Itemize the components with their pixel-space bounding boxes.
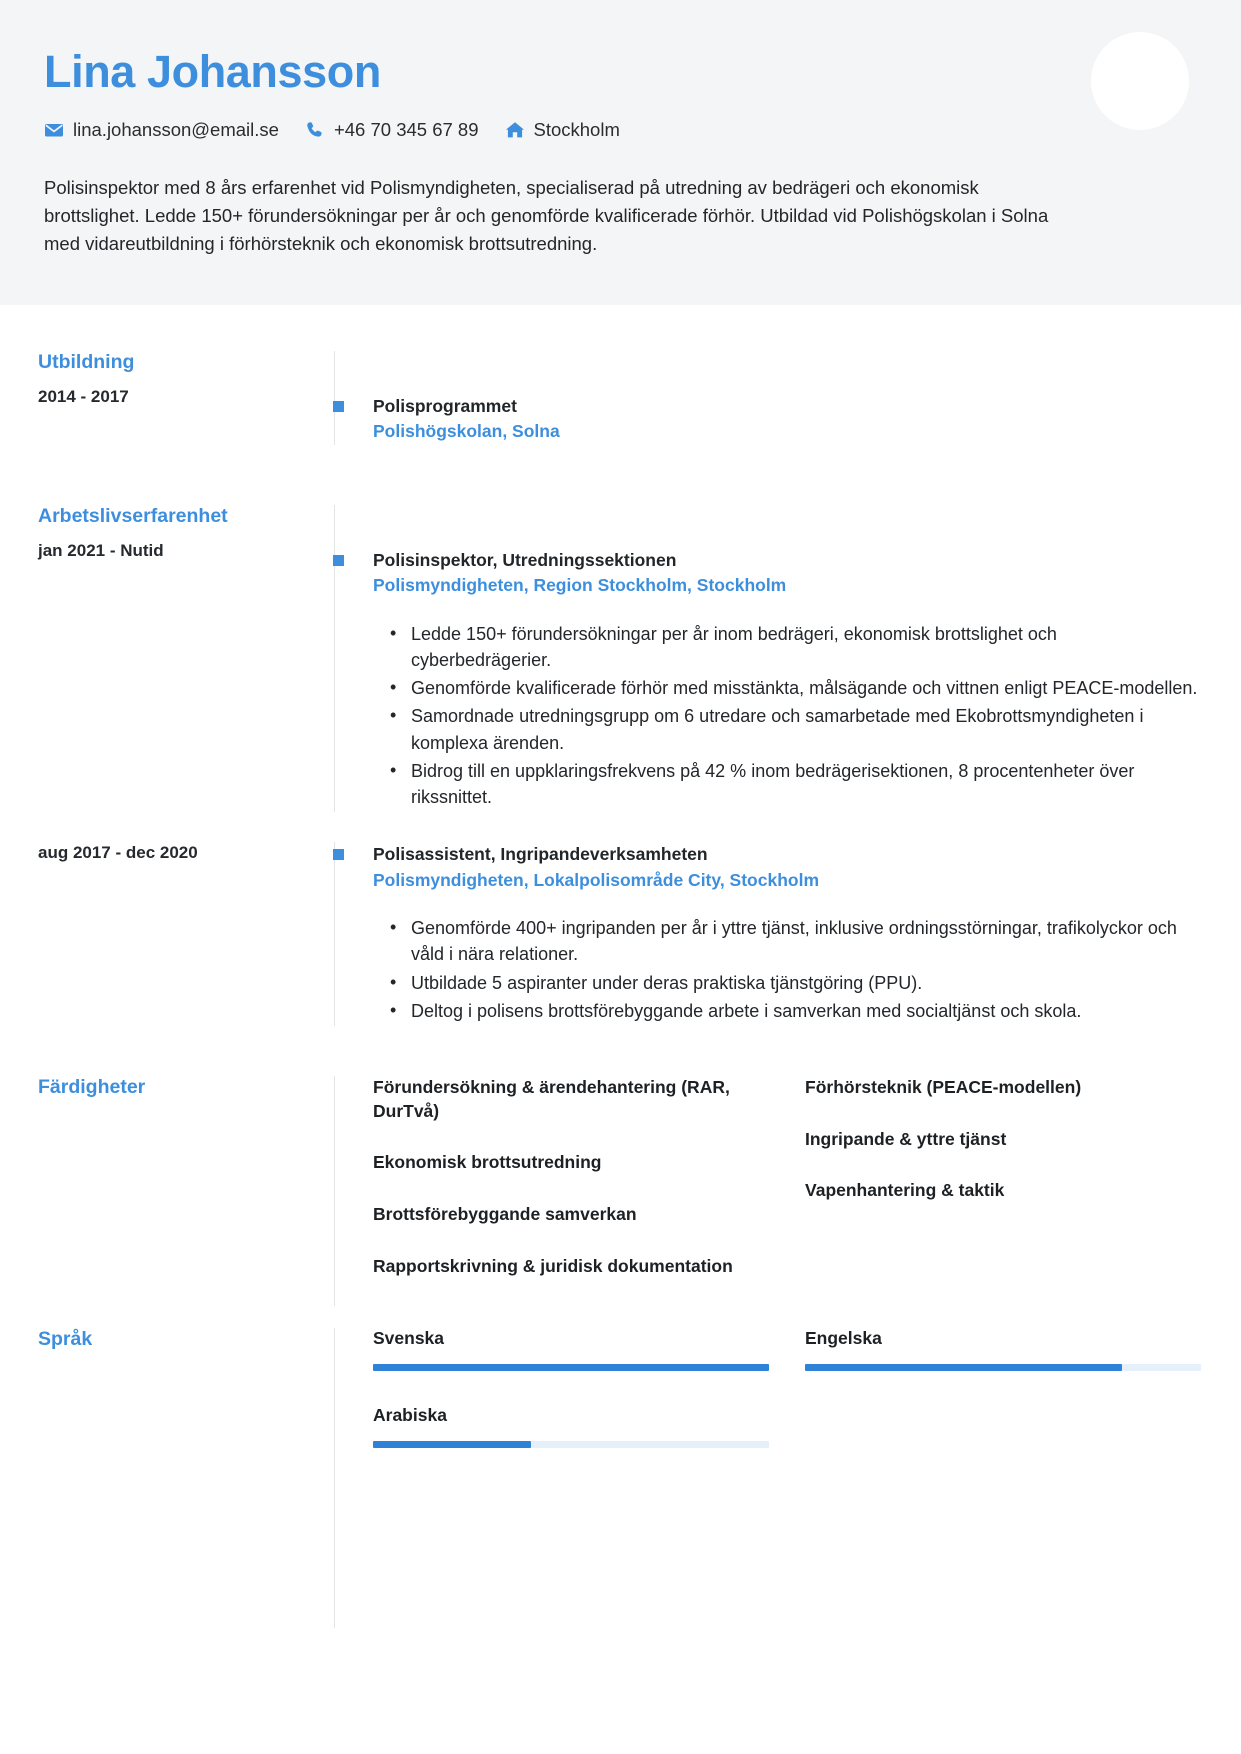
- experience-org-1: Polismyndigheten, Lokalpolisområde City, Stockholm: [373, 869, 820, 890]
- experience-org-0: Polismyndigheten, Region Stockholm, Stockholm: [373, 575, 787, 596]
- timeline-square-icon: [333, 555, 344, 566]
- skill-item: Ekonomisk brottsutredning: [373, 1152, 602, 1173]
- experience-entry-1: [373, 842, 1201, 1024]
- languages-left: [0, 1328, 335, 1628]
- education-left: [0, 351, 335, 445]
- contact-email-text: lina.johansson@email.se: [73, 118, 279, 140]
- section-title-education: Utbildning: [38, 351, 135, 373]
- timeline-square-icon: [333, 401, 344, 412]
- skills-section: [0, 1026, 1241, 1306]
- language-level-fill: [373, 1364, 769, 1371]
- experience-right-1: [335, 842, 1241, 1026]
- experience-title-0: Polisinspektor, Utredningssektionen: [373, 549, 677, 570]
- language-level-fill: [805, 1364, 1122, 1371]
- contact-row: [44, 120, 1197, 140]
- list-item: • Bidrog till en uppklaringsfrekvens på 42 % inom bedrägerisektionen, 8 procentenheter över rikssnittet.: [407, 758, 1201, 811]
- experience-right-0: [335, 505, 1241, 813]
- language-name: Engelska: [805, 1328, 882, 1349]
- skill-item: Rapportskrivning & juridisk dokumentation: [373, 1255, 733, 1276]
- experience-entry-0: [373, 548, 1201, 811]
- language-level-track: [805, 1364, 1201, 1371]
- list-item: • Utbildade 5 aspiranter under deras praktiska tjänstgöring (PPU).: [407, 970, 1201, 996]
- education-org: Polishögskolan, Solna: [373, 421, 560, 442]
- skill-item: Förhörsteknik (PEACE-modellen): [805, 1077, 1082, 1098]
- language-level-track: [373, 1364, 769, 1371]
- education-entry: [373, 394, 1201, 445]
- page-title: Lina Johansson: [44, 46, 381, 97]
- home-icon: [505, 120, 525, 140]
- experience-dates-0: jan 2021 - Nutid: [38, 540, 164, 560]
- avatar: [1091, 32, 1189, 130]
- skills-column-left: [373, 1076, 769, 1306]
- experience-bullets-0: [373, 621, 1201, 811]
- language-item-svenska: [373, 1328, 769, 1371]
- language-level-track: [373, 1441, 769, 1448]
- section-title-experience: Arbetslivserfarenhet: [38, 504, 228, 527]
- skills-right: [335, 1076, 1241, 1306]
- contact-phone-text: +46 70 345 67 89: [333, 118, 479, 140]
- skill-item: Ingripande & yttre tjänst: [805, 1128, 1007, 1149]
- experience-dates-1: aug 2017 - dec 2020: [38, 843, 198, 863]
- skill-item: Förundersökning & ärendehantering (RAR, DurTvå): [373, 1077, 730, 1121]
- list-item: • Deltog i polisens brottsförebyggande arbete i samverkan med socialtjänst och skola.: [407, 998, 1201, 1024]
- languages-column-left: [373, 1328, 769, 1482]
- languages-section: [0, 1306, 1241, 1628]
- list-item: • Genomförde 400+ ingripanden per år i yttre tjänst, inklusive ordningsstörningar, trafikolyckor och våld i nära relationer.: [407, 915, 1201, 968]
- profile-summary: Polisinspektor med 8 års erfarenhet vid Polismyndigheten, specialiserad på utredning av bedrägeri och ekonomisk brottslighet. Ledde 150+ förundersökningar per år och genomförde kvalificerade förhör. Utbildad vid Polishögskolan i Solna med vidareutbildning i förhörsteknik och ekonomisk brottsutredning.: [44, 176, 1049, 255]
- language-name: Svenska: [373, 1328, 445, 1349]
- languages-column-right: [805, 1328, 1201, 1482]
- education-section: [0, 305, 1241, 445]
- skill-item: Vapenhantering & taktik: [805, 1180, 1005, 1201]
- skills-grid: [373, 1076, 1201, 1306]
- languages-right: [335, 1328, 1241, 1628]
- language-item-engelska: [805, 1328, 1201, 1371]
- section-title-languages: Språk: [38, 1328, 93, 1351]
- section-title-skills: Färdigheter: [38, 1076, 146, 1099]
- education-title: Polisprogrammet: [373, 396, 517, 416]
- experience-section: [0, 445, 1241, 813]
- skills-column-right: [805, 1076, 1201, 1306]
- experience-title-1: Polisassistent, Ingripandeverksamheten: [373, 844, 708, 865]
- phone-icon: [305, 120, 325, 140]
- timeline-square-icon: [333, 849, 344, 860]
- contact-phone[interactable]: [305, 120, 479, 140]
- language-name: Arabiska: [373, 1405, 447, 1426]
- resume-header: [0, 0, 1241, 305]
- experience-bullets-1: [373, 915, 1201, 1024]
- language-level-fill: [373, 1441, 531, 1448]
- contact-location-text: Stockholm: [533, 118, 620, 140]
- email-icon: [44, 120, 64, 140]
- experience-left-0: [0, 505, 335, 813]
- languages-grid: [373, 1328, 1201, 1482]
- experience-item-1: [0, 812, 1241, 1026]
- list-item: • Genomförde kvalificerade förhör med misstänkta, målsägande och vittnen enligt PEACE-modellen.: [407, 675, 1201, 701]
- contact-location[interactable]: [505, 120, 620, 140]
- skills-left: [0, 1076, 335, 1306]
- skill-item: Brottsförebyggande samverkan: [373, 1204, 637, 1225]
- education-right: [335, 351, 1241, 445]
- list-item: • Ledde 150+ förundersökningar per år inom bedrägeri, ekonomisk brottslighet och cyberbedrägerier.: [407, 621, 1201, 674]
- education-dates-0: 2014 - 2017: [38, 387, 129, 406]
- contact-email[interactable]: [44, 120, 279, 140]
- experience-left-1: [0, 842, 335, 1026]
- list-item: • Samordnade utredningsgrupp om 6 utredare och samarbetade med Ekobrottsmyndigheten i komplexa ärenden.: [407, 703, 1201, 756]
- language-item-arabiska: [373, 1405, 769, 1448]
